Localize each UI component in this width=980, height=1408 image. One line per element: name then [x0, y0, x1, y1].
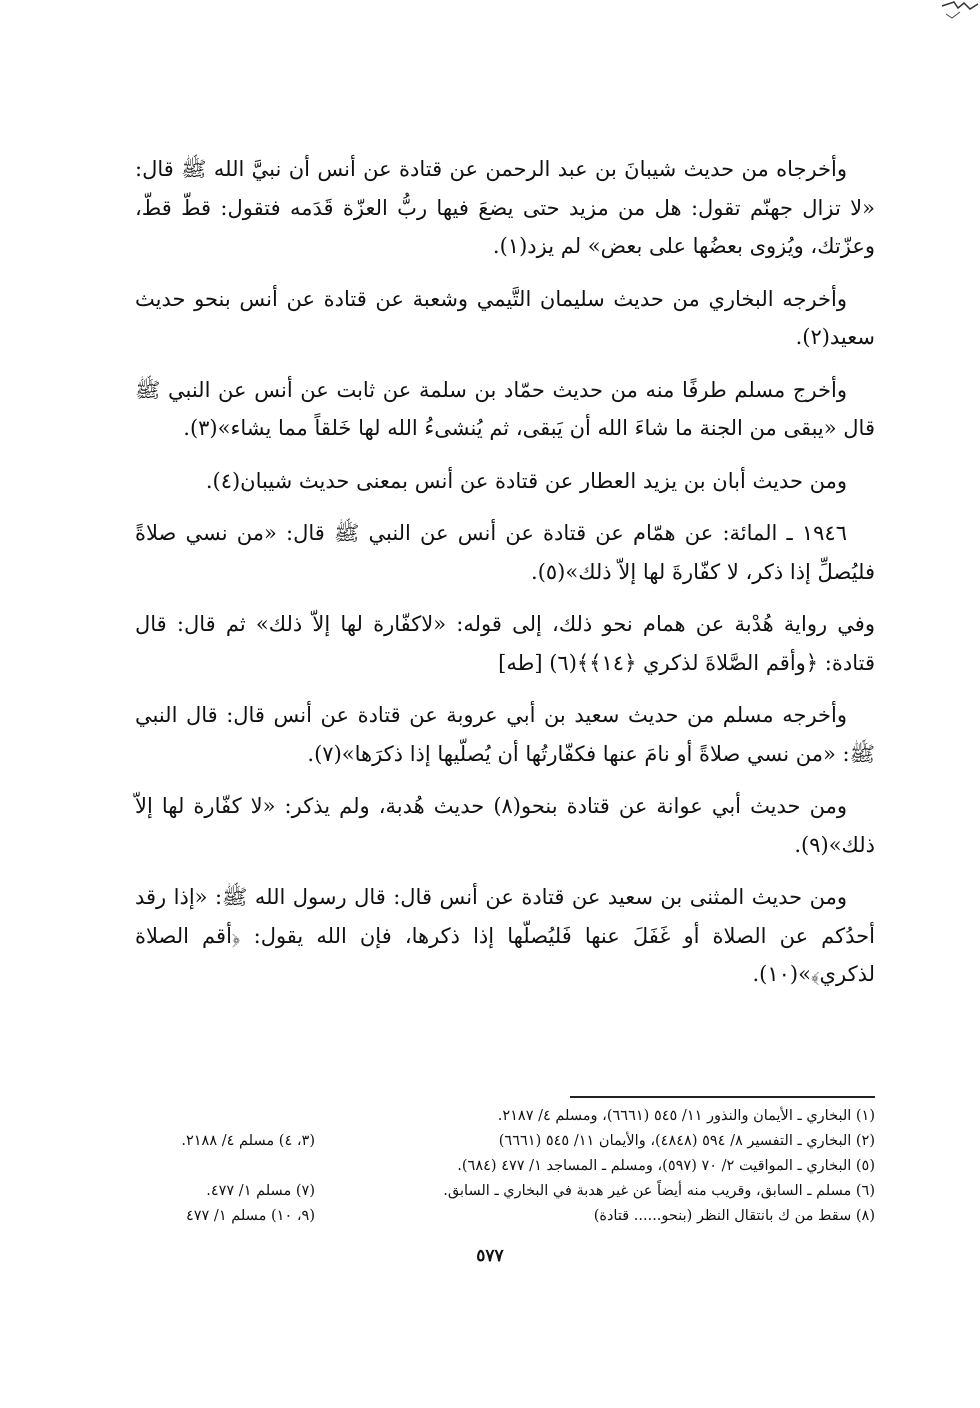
paragraph-8: ومن حديث أبي عوانة عن قتادة بنحو(٨) حديث هُدبة، ولم يذكر: «لا كفّارة لها إلاّ ذلك»(٩). — [135, 794, 875, 857]
footnote-1: (١) البخاري ـ الأيمان والنذور ١١/ ٥٤٥ (٦٦٦١)، ومسلم ٤/ ٢١٨٧. — [497, 1108, 875, 1124]
footnote-2: (٢) البخاري ـ التفسير ٨/ ٥٩٤ (٤٨٤٨)، والأيمان ١١/ ٥٤٥ (٦٦٦١) — [498, 1133, 875, 1149]
main-text — [135, 150, 875, 1008]
footnote-6: (٦) مسلم ـ السابق، وقريب منه أيضاً عن غير هدبة في البخاري ـ السابق. — [443, 1183, 875, 1199]
paragraph-7: وأخرجه مسلم من حديث سعيد بن أبي عروبة عن قتادة عن أنس قال: قال النبي ﷺ: «من نسي صلاةً أو نامَ عنها فكفّارتُها أن يُصلّيها إذا ذكرَها»(٧). — [135, 703, 875, 766]
footnote-divider — [570, 1096, 875, 1098]
footnotes-right-column — [345, 1104, 875, 1229]
paragraph-5: ١٩٤٦ ـ المائة: عن همّام عن قتادة عن أنس عن النبي ﷺ قال: «من نسي صلاةً فليُصلِّ إذا ذكر، لا كفّارةَ لها إلاّ ذلك»(٥). — [135, 521, 875, 584]
footnote-spacer — [100, 1154, 315, 1179]
paragraph-2: وأخرجه البخاري من حديث سليمان التَّيمي وشعبة عن قتادة عن أنس بنحو حديث سعيد(٢). — [135, 286, 875, 349]
footnote-8: (٨) سقط من ك بانتقال النظر (بنحو...... قتادة) — [593, 1208, 875, 1224]
scan-corner-mark — [940, 0, 980, 30]
paragraph-9: ومن حديث المثنى بن سعيد عن قتادة عن أنس قال: قال رسول الله ﷺ: «إذا رقد أحدُكم عن الصلاة أو غَفَلَ عنها فَليُصلّها إذا ذكرها، فإن الله يقول: ﴿أقم الصلاة لذكري﴾»(١٠). — [135, 885, 875, 986]
footnotes-left-column — [100, 1129, 315, 1229]
footnote-7: (٧) مسلم ١/ ٤٧٧. — [206, 1183, 315, 1199]
paragraph-4: ومن حديث أبان بن يزيد العطار عن قتادة عن أنس بمعنى حديث شيبان(٤). — [205, 468, 847, 493]
footnote-5: (٥) البخاري ـ المواقيت ٢/ ٧٠ (٥٩٧)، ومسلم ـ المساجد ١/ ٤٧٧ (٦٨٤). — [457, 1158, 875, 1174]
paragraph-3: وأخرج مسلم طرفًا منه من حديث حمّاد بن سلمة عن ثابت عن أنس عن النبي ﷺ قال «يبقى من الجنة ما شاءَ الله أن يَبقى، ثم يُنشىءُ الله لها خَلقاً مما يشاء»(٣). — [135, 377, 875, 440]
paragraph-6: وفي رواية هُدْبة عن همام نحو ذلك، إلى قوله: «لاكفّارة لها إلاّ ذلك» ثم قال: قال قتادة: ﴿وأقم الصَّلاةَ لذكري ﴿١٤﴾﴾(٦) [طه] — [135, 612, 875, 675]
footnote-3-4: (٣، ٤) مسلم ٤/ ٢١٨٨. — [181, 1133, 315, 1149]
paragraph-1: وأخرجاه من حديث شيبانَ بن عبد الرحمن عن قتادة عن أنس أن نبيَّ الله ﷺ قال: «لا تزال جهنّم تقول: هل من مزيد حتى يضعَ فيها ربُّ العزّة قَدَمه فتقول: قطّ قطّ، وعزّتك، ويُزوى بعضُها على بعض» لم يزد(١). — [135, 157, 875, 258]
page-number: ٥٧٧ — [476, 1246, 504, 1266]
footnote-9-10: (٩، ١٠) مسلم ١/ ٤٧٧ — [185, 1208, 315, 1224]
